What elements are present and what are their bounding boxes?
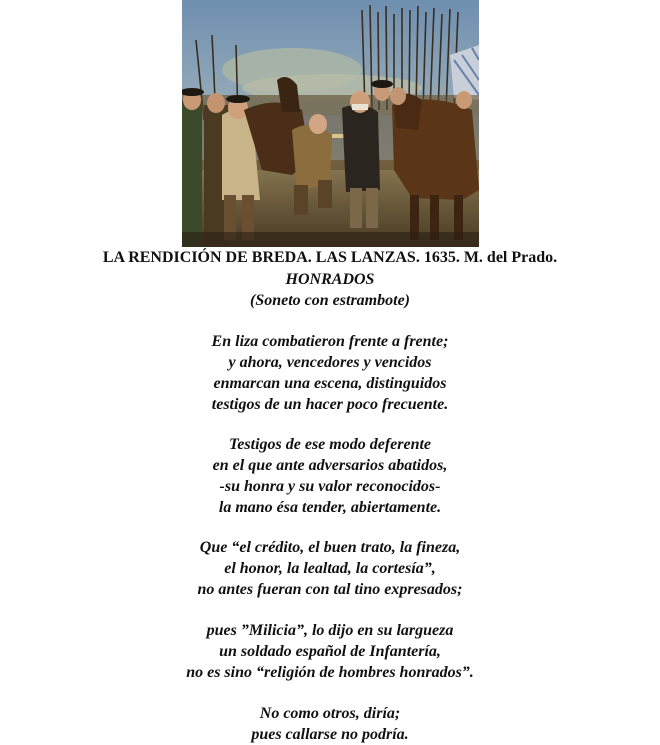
stanza-3	[0, 537, 660, 600]
verse-line: pues ”Milicia”, lo dijo en su largueza	[206, 622, 454, 639]
verse-line: no antes fueran con tal tino expresados;	[197, 581, 463, 598]
verse-line: testigos de un hacer poco frecuente.	[211, 396, 449, 413]
verse-line: no es sino “religión de hombres honrados”.	[186, 664, 474, 681]
verse-line: en el que ante adversarios abatidos,	[212, 457, 448, 474]
verse-line: No como otros, diría;	[259, 705, 401, 722]
verse-line: En liza combatieron frente a frente;	[211, 333, 449, 350]
poem-form: (Soneto con estrambote)	[250, 292, 410, 309]
verse-line: un soldado español de Infantería,	[219, 643, 441, 660]
verse-line: -su honra y su valor reconocidos-	[219, 478, 441, 495]
stanza-4	[0, 620, 660, 683]
stanza-2	[0, 434, 660, 518]
stanza-1	[0, 331, 660, 415]
painting-caption: LA RENDICIÓN DE BREDA. LAS LANZAS. 1635. M. del Prado.	[102, 249, 558, 266]
verse-line: la mano ésa tender, abiertamente.	[218, 499, 442, 516]
verse-line: Que “el crédito, el buen trato, la fineza,	[199, 539, 461, 556]
stanza-estrambote	[0, 703, 660, 745]
verse-line: pues callarse no podría.	[251, 726, 409, 743]
painting-image	[182, 0, 479, 247]
poem-title: HONRADOS	[285, 271, 375, 288]
verse-line: enmarcan una escena, distinguidos	[213, 375, 447, 392]
verse-line: el honor, la lealtad, la cortesía”,	[224, 560, 436, 577]
verse-line: y ahora, vencedores y vencidos	[228, 354, 432, 371]
painting-icon	[182, 0, 479, 247]
verse-line: Testigos de ese modo deferente	[228, 436, 432, 453]
